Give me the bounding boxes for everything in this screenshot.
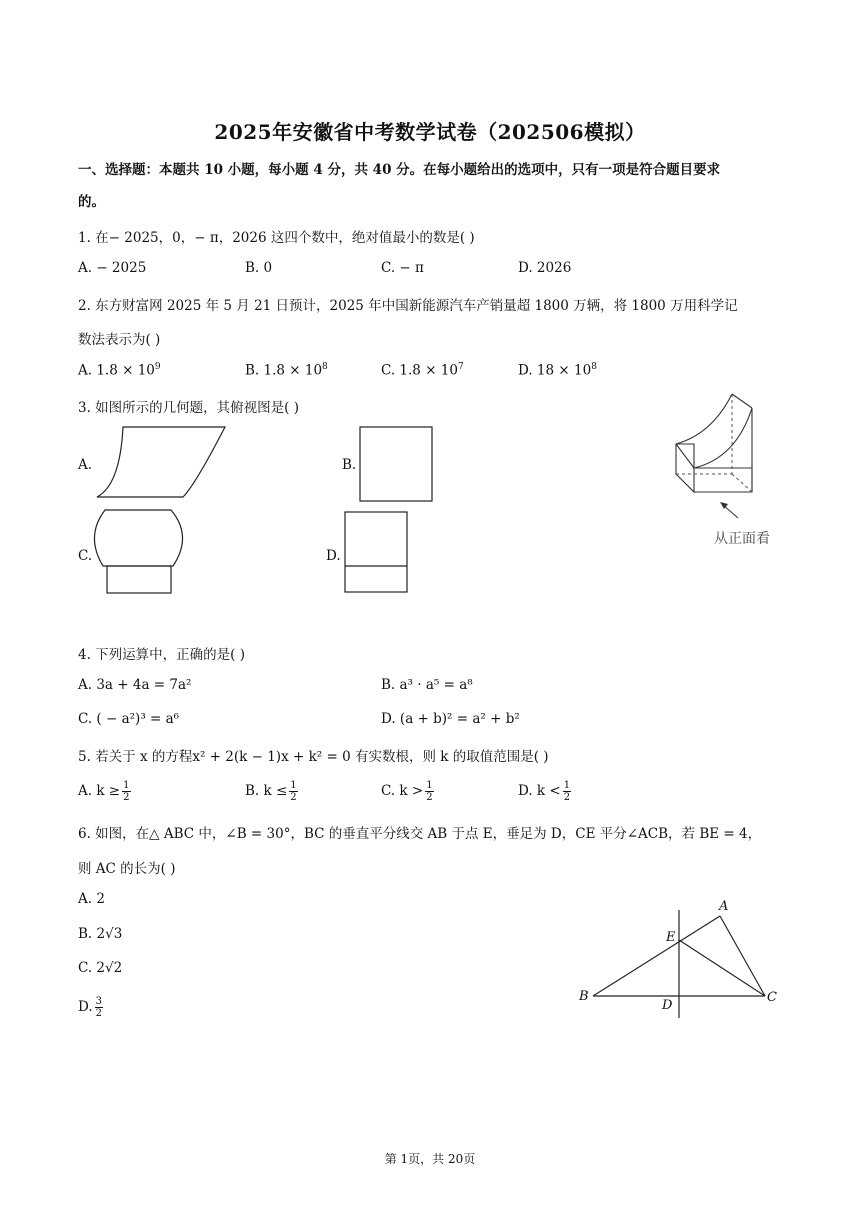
q6-option-c: C. 2√2 [78,960,123,976]
q6-option-d: D. $\frac{3}{2}$ [78,996,103,1019]
section-heading: 一、选择题：本题共 10 小题，每小题 4 分，共 40 分。在每小题给出的选项中，只有一项是符合题目要求 [78,162,721,178]
q1-option-d: D. 2026 [518,260,572,276]
q6-triangle-figure [575,898,785,1023]
q6-stem: 6. 如图，在△ ABC 中，∠B = 30°，BC 的垂直平分线交 AB 于点 E，垂足为 D，CE 平分∠ACB，若 BE = 4， [78,826,762,842]
point-label-b: B [579,989,589,1004]
q4-option-d: D. (a + b)² = a² + b² [381,711,520,727]
page-footer: 第 1页，共 20页 [384,1152,476,1166]
q1-stem: 1. 在− 2025，0，− π，2026 这四个数中，绝对值最小的数是( ) [78,230,475,246]
q5-option-d: D. k < $\frac{1}{2}$ [518,780,571,803]
q5-option-c: C. k > $\frac{1}{2}$ [381,780,433,803]
q4-stem: 4. 下列运算中，正确的是( ) [78,647,245,663]
q4-option-a: A. 3a + 4a = 7a² [78,677,192,693]
q3-stem: 3. 如图所示的几何题，其俯视图是( ) [78,400,299,416]
point-label-c: C [767,990,777,1005]
q6-stem-cont: 则 AC 的长为( ) [78,861,176,877]
view-caption: 从正面看 [714,531,770,547]
q3-option-b-figure [358,425,436,503]
point-label-d: D [662,998,673,1013]
q6-option-a: A. 2 [78,891,105,907]
section-heading-cont: 的。 [78,194,105,210]
q1-option-c: C. − π [381,260,424,276]
q5-option-a: A. k ≥ $\frac{1}{2}$ [78,780,130,803]
q2-stem: 2. 东方财富网 2025 年 5 月 21 日预计，2025 年中国新能源汽车产销量超 1800 万辆，将 1800 万用科学记 [78,298,738,314]
q1-option-b: B. 0 [245,260,273,276]
q5-stem: 5. 若关于 x 的方程x² + 2(k − 1)x + k² = 0 有实数根，则 k 的取值范围是( ) [78,749,549,765]
q4-option-c: C. ( − a²)³ = a⁶ [78,711,180,727]
q3-option-a-figure [95,425,230,500]
q2-stem-cont: 数法表示为( ) [78,332,161,348]
q2-option-b: B. $1.8 \times 10^8$ [245,362,328,379]
q3-label-c: C. [78,548,93,564]
point-label-e: E [666,930,676,945]
point-label-a: A [719,899,729,914]
q2-option-d: D. $18 \times 10^8$ [518,362,597,379]
q3-label-d: D. [326,548,341,564]
q6-option-b: B. 2√3 [78,926,123,942]
q5-option-b: B. k ≤ $\frac{1}{2}$ [245,780,297,803]
q4-option-b: B. a³ · a⁵ = a⁸ [381,677,473,693]
page-title: 2025年安徽省中考数学试卷（202506模拟） [214,120,646,144]
q3-option-d-figure [343,510,411,596]
q2-option-c: C. $1.8 \times 10^7$ [381,362,464,379]
q2-option-a: A. $1.8 \times 10^9$ [78,362,161,379]
q3-label-a: A. [78,457,93,473]
q1-option-a: A. − 2025 [78,260,147,276]
q3-solid-figure [672,392,792,502]
q3-label-b: B. [342,457,357,473]
q3-option-c-figure [93,508,187,598]
